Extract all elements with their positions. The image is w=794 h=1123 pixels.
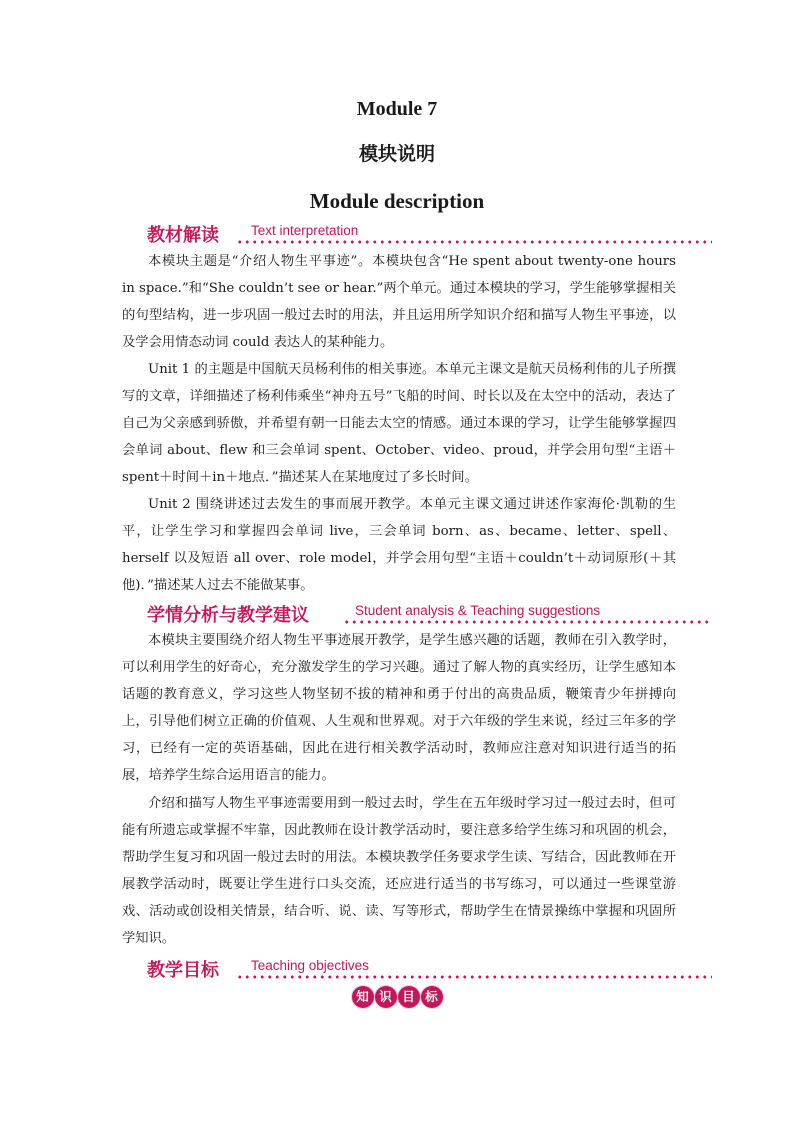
badge-char: 目 bbox=[398, 986, 420, 1008]
paragraph-overview: 本模块主题是“介绍人物生平事迹”。本模块包含“He spent about twenty-one hours in space.”和“She couldn’t see or hear.”两个单元。通过本模块的学习，学生能够掌握相关的句型结构，进一步巩固一般过去时的用法，并且运用所学知识介绍和描写人物生平事迹，以及学会用情态动词 could 表达人的某种能力。 bbox=[122, 254, 676, 350]
section-title-cn: 教学目标 bbox=[147, 960, 219, 981]
knowledge-objectives-badge bbox=[0, 986, 794, 1008]
section-title-en: Teaching objectives bbox=[251, 958, 369, 973]
badge-char: 知 bbox=[352, 986, 374, 1008]
section-header-student-analysis bbox=[147, 599, 712, 629]
module-number: Module 7 bbox=[356, 98, 438, 120]
section-title-en: Student analysis & Teaching suggestions bbox=[355, 603, 601, 618]
badge-char: 识 bbox=[375, 986, 397, 1008]
dotted-rule bbox=[236, 240, 712, 244]
badge-char: 标 bbox=[421, 986, 443, 1008]
module-title-cn: 模块说明 bbox=[358, 143, 435, 165]
section-title-cn: 教材解读 bbox=[147, 225, 219, 246]
module-title-en: Module description bbox=[309, 189, 485, 213]
paragraph-unit-2: Unit 2 围绕讲述过去发生的事而展开教学。本单元主课文通过讲述作家海伦·凯勒的生平，让学生学习和掌握四会单词 live，三会单词 born、as、became、letter、spell、herself 以及短语 all over、role model，并学会用句型“主语＋couldn’t＋动词原形(＋其他)．”描述某人过去不能做某事。 bbox=[122, 497, 676, 593]
section-header-text-interpretation bbox=[147, 219, 712, 249]
section-title-en: Text interpretation bbox=[251, 223, 359, 238]
section-header-teaching-objectives bbox=[147, 954, 712, 984]
dotted-rule bbox=[236, 975, 712, 979]
paragraph-unit-1: Unit 1 的主题是中国航天员杨利伟的相关事迹。本单元主课文是航天员杨利伟的儿子所撰写的文章，详细描述了杨利伟乘坐“神舟五号”飞船的时间、时长以及在太空中的活动，表达了自己为父亲感到骄傲，并希望有朝一日能去太空的情感。通过本课的学习，让学生能够掌握四会单词 about、flew 和三会单词 spent、October、video、proud，并学会用句型“主语＋spent＋时间＋in＋地点．”描述某人在某地度过了多长时间。 bbox=[122, 362, 676, 485]
paragraph-student-analysis: 本模块主要围绕介绍人物生平事迹展开教学，是学生感兴趣的话题，教师在引入教学时，可以利用学生的好奇心，充分激发学生的学习兴趣。通过了解人物的真实经历，让学生感知本话题的教育意义，学习这些人物坚韧不拔的精神和勇于付出的高贵品质，鞭策青少年拼搏向上，引导他们树立正确的价值观、人生观和世界观。对于六年级的学生来说，经过三年多的学习，已经有一定的英语基础，因此在进行相关教学活动时，教师应注意对知识进行适当的拓展，培养学生综合运用语言的能力。 bbox=[122, 633, 676, 783]
section-title-cn: 学情分析与教学建议 bbox=[147, 605, 309, 626]
dotted-rule bbox=[343, 620, 712, 624]
paragraph-teaching-suggestions: 介绍和描写人物生平事迹需要用到一般过去时，学生在五年级时学习过一般过去时，但可能有所遗忘或掌握不牢靠，因此教师在设计教学活动时，要注意多给学生练习和巩固的机会，帮助学生复习和巩固一般过去时的用法。本模块教学任务要求学生读、写结合，因此教师在开展教学活动时，既要让学生进行口头交流，还应进行适当的书写练习，可以通过一些课堂游戏、活动或创设相关情景，结合听、说、读、写等形式，帮助学生在情景操练中掌握和巩固所学知识。 bbox=[122, 796, 676, 946]
